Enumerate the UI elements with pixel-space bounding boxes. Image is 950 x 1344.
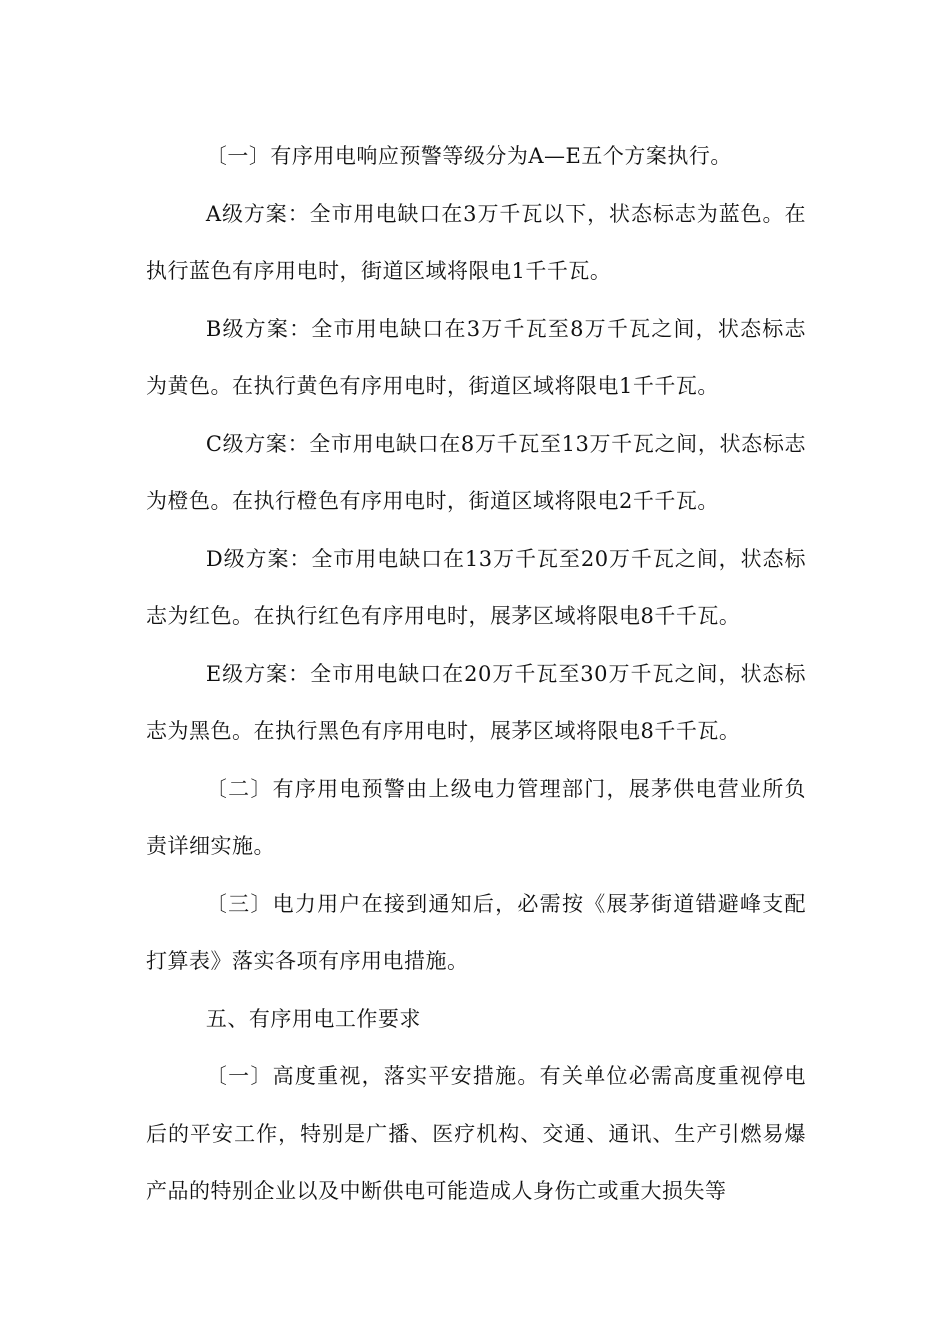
paragraph-safety-measures: 〔一〕高度重视，落实平安措施。有关单位必需高度重视停电后的平安工作，特别是广播、医疗机构、交通、通讯、生产引燃易爆产品的特别企业以及中断供电可能造成人身伤亡或重大损失等 [146,1064,806,1203]
paragraph-plan-c: C级方案：全市用电缺口在8万千瓦至13万千瓦之间，状态标志为橙色。在执行橙色有序用电时，街道区域将限电2千千瓦。 [146,431,806,513]
paragraph-plan-d: D级方案：全市用电缺口在13万千瓦至20万千瓦之间，状态标志为红色。在执行红色有序用电时，展茅区域将限电8千千瓦。 [146,546,806,628]
paragraph-plan-e: E级方案：全市用电缺口在20万千瓦至30万千瓦之间，状态标志为黑色。在执行黑色有序用电时，展茅区域将限电8千千瓦。 [146,661,806,743]
paragraph-warning-levels: 〔一〕有序用电响应预警等级分为A—E五个方案执行。 [205,144,732,168]
paragraph-plan-b: B级方案：全市用电缺口在3万千瓦至8万千瓦之间，状态标志为黄色。在执行黄色有序用电时，街道区域将限电1千千瓦。 [146,316,806,398]
paragraph-plan-a: A级方案：全市用电缺口在3万千瓦以下，状态标志为蓝色。在执行蓝色有序用电时，街道区域将限电1千千瓦。 [146,201,806,283]
paragraph-warning-responsibility: 〔二〕有序用电预警由上级电力管理部门，展茅供电营业所负责详细实施。 [146,776,806,858]
document-body [146,128,806,1221]
paragraph-user-measures: 〔三〕电力用户在接到通知后，必需按《展茅街道错避峰支配打算表》落实各项有序用电措施。 [146,891,806,973]
section-heading-work-requirements: 五、有序用电工作要求 [205,1006,421,1031]
